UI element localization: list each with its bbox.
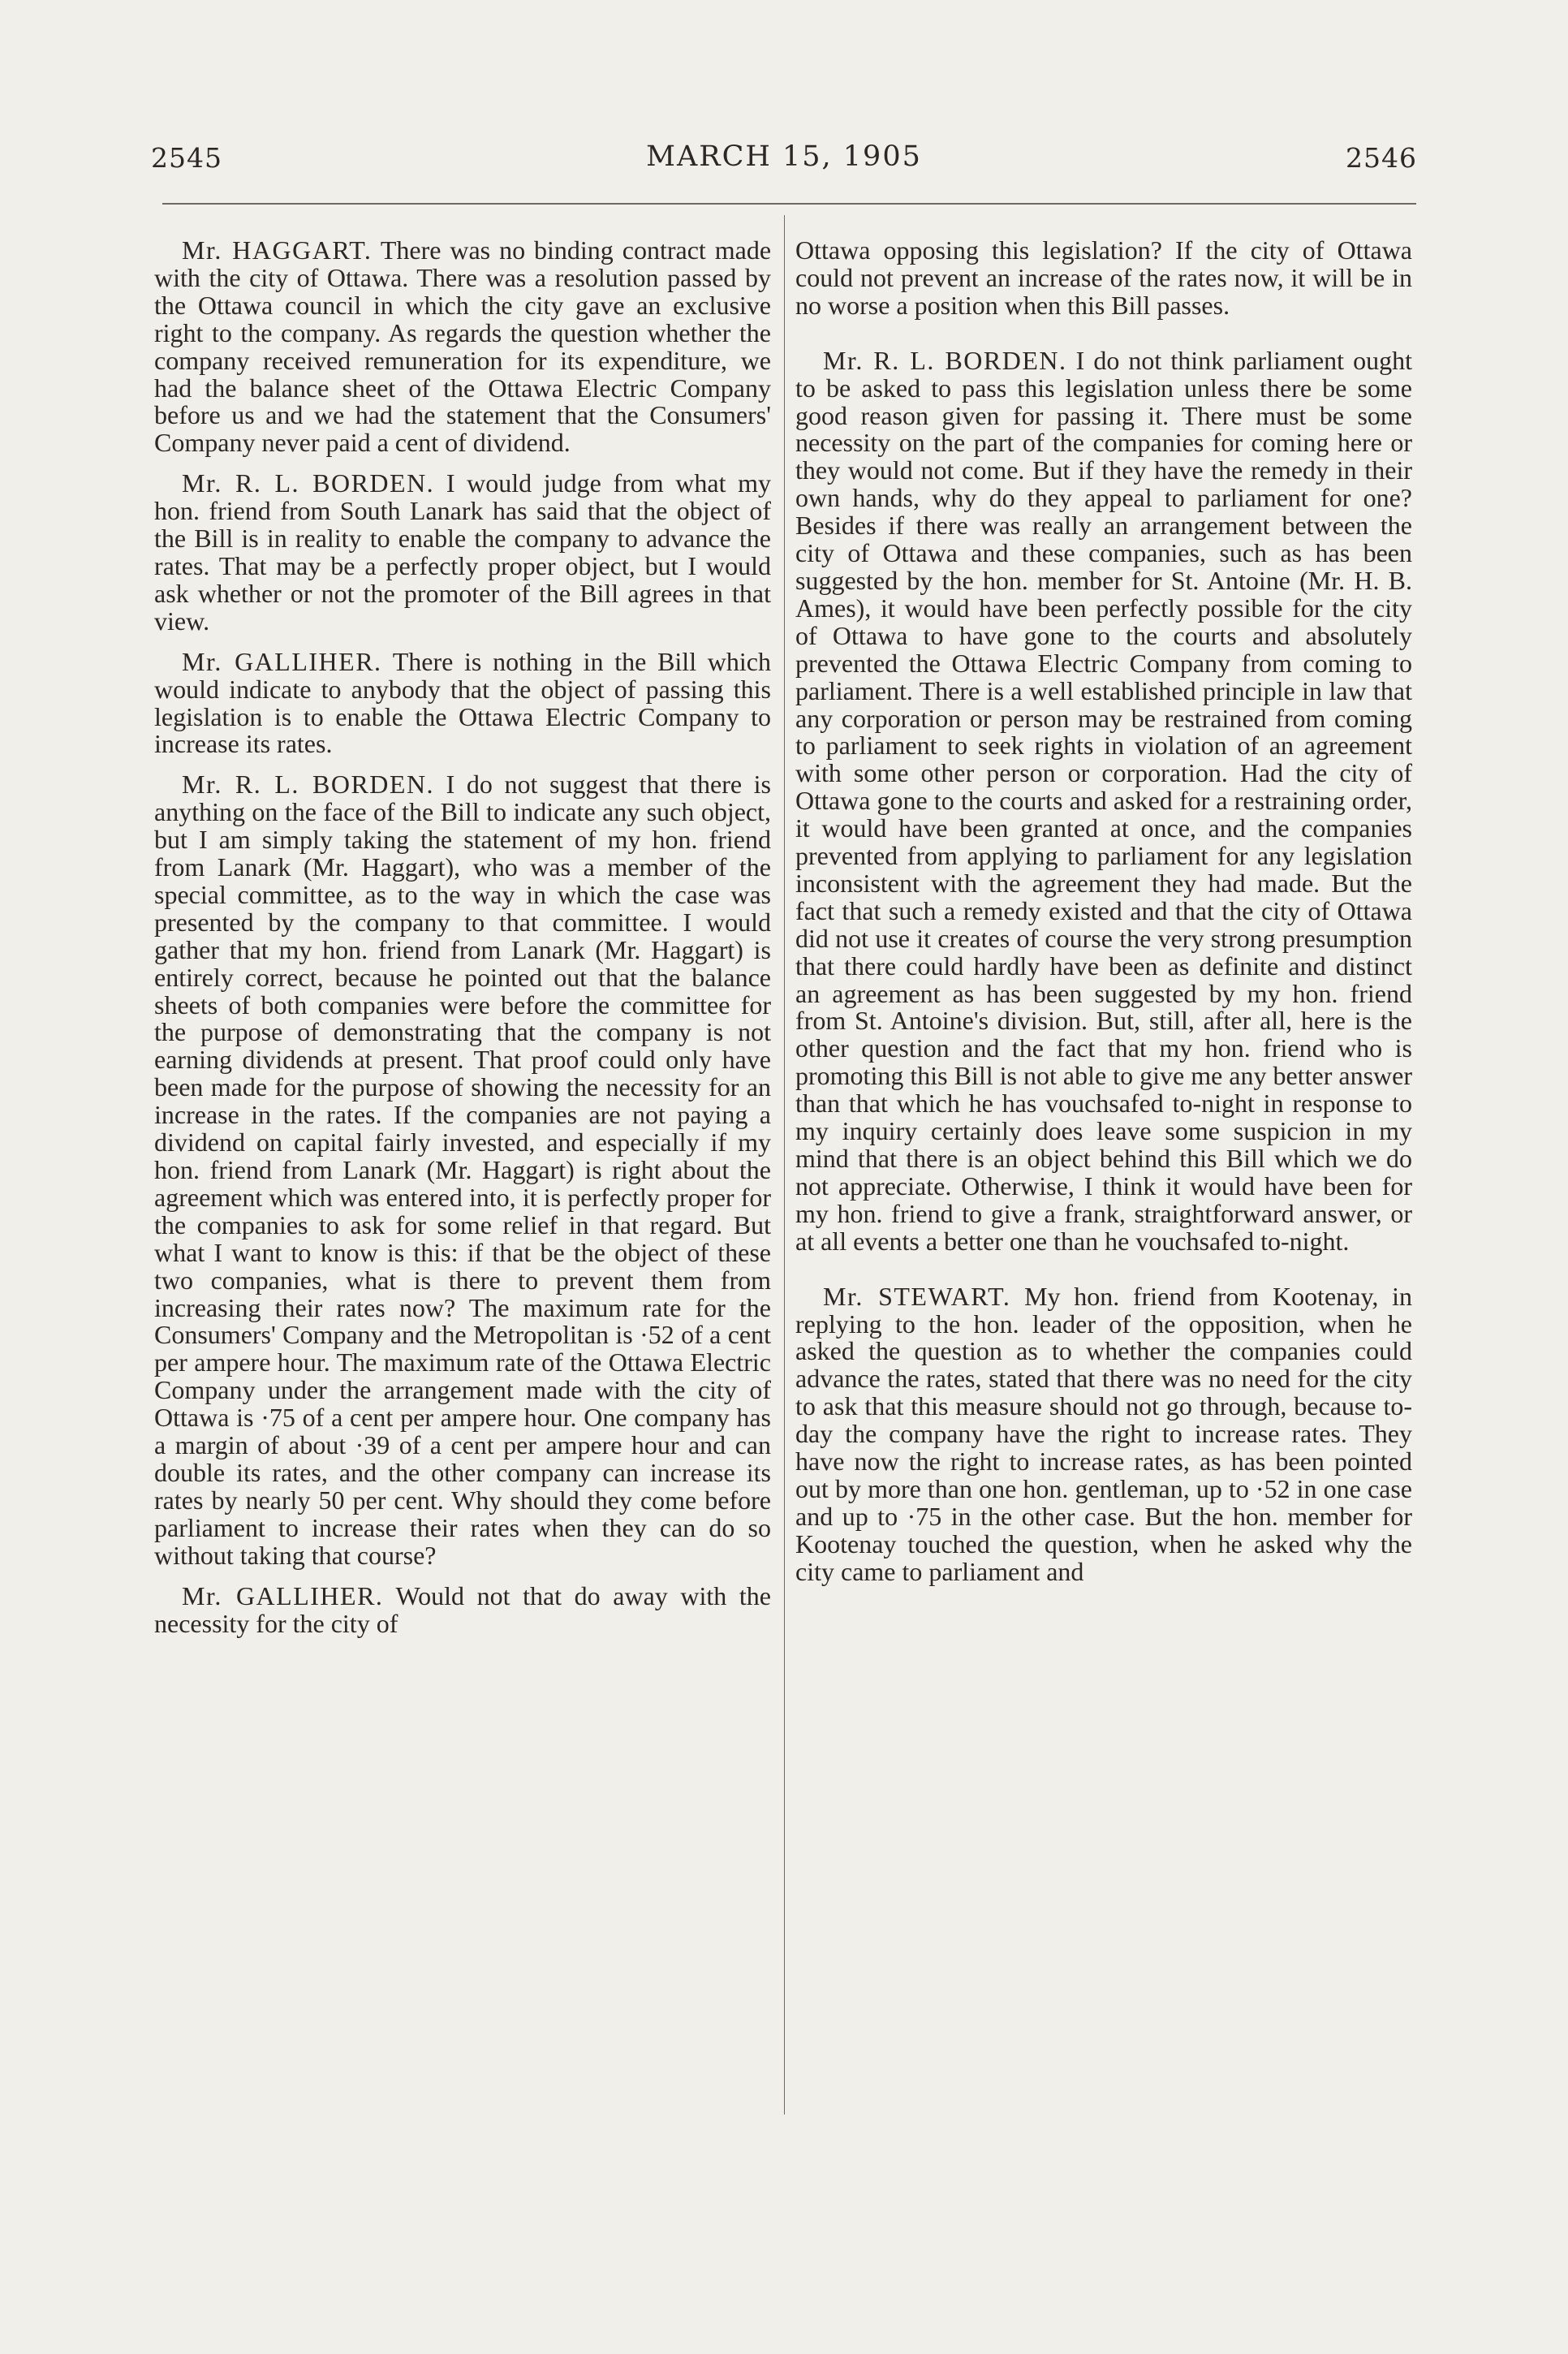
header-rule: [162, 203, 1416, 205]
paragraph-text: Would not that do away with the necessity for the city of: [154, 1580, 771, 1638]
speaker-name: Mr. R. L. BORDEN.: [823, 345, 1067, 375]
paragraph: [795, 237, 1412, 320]
paragraph: [154, 237, 771, 457]
paragraph-text: I do not suggest that there is anything on the face of the Bill to indicate any such object, but I am simply taking the statement of my hon. friend from Lanark (Mr. Haggart), who was a member of the special committee, as to the way in which the case was presented by the company to that committee. I would gather that my hon. friend from Lanark (Mr. Haggart) is entirely correct, because he pointed out that the balance sheets of both companies were before the committee for the purpose of demonstrating that the company is not earning dividends at present. That proof could only have been made for the purpose of showing the necessity for an increase in the rates. If the companies are not paying a dividend on capital fairly invested, and especially if my hon. friend from Lanark (Mr. Haggart) is right about the agreement which was entered into, it is perfectly proper for the companies to ask for some relief in that regard. But what I want to know is this: if that be the object of these two companies, what is there to prevent them from increasing their rates now? The maximum rate for the Consumers' Company and the Metropolitan is ·52 of a cent per ampere hour. The maximum rate of the Ottawa Electric Company under the arrangement made with the city of Ottawa is ·75 of a cent per ampere hour. One company has a margin of about ·39 of a cent per ampere hour and can double its rates, and the other company can increase its rates by nearly 50 per cent. Why should they come before parliament to increase their rates when they can do so without taking that course?: [154, 770, 771, 1570]
speaker-name: Mr. HAGGART.: [182, 237, 373, 265]
paragraph-text: I do not think parliament ought to be asked to pass this legislation unless there be some good reason given for passing it. There must be some necessity on the part of the companies for coming here or they would not come. But if they have the remedy in their own hands, why do they appeal to parliament for one? Besides if there was really an arrangement between the city of Ottawa and these companies, such as has been suggested by the hon. member for St. Antoine (Mr. H. B. Ames), it would have been perfectly possible for the city of Ottawa to have gone to the courts and absolutely prevented the Ottawa Electric Company from coming to parliament. There is a well established principle in law that any corporation or person may be restrained from coming to parliament to seek rights in violation of an agreement with some other person or corporation. Had the city of Ottawa gone to the courts and asked for a restraining order, it would have been granted at once, and the companies prevented from applying to parliament for any legislation inconsistent with the agreement they had made. But the fact that such a remedy existed and that the city of Ottawa did not use it creates of course the very strong presumption that there could hardly have been as definite and distinct an agreement as has been suggested by my hon. friend from St. Antoine's division. But, still, after all, here is the other question and the fact that my hon. friend who is promoting this Bill is not able to give me any better answer than that which he has vouchsafed to-night in response to my inquiry certainly does leave some suspicion in my mind that there is an object behind this Bill which we do not appreciate. Otherwise, I think it would have been for my hon. friend to give a frank, straightforward answer, or at all events a better one than he vouchsafed to-night.: [795, 345, 1412, 1256]
paragraph: [154, 1580, 771, 1638]
paragraph: [795, 1283, 1412, 1586]
speaker-name: Mr. GALLIHER.: [182, 646, 382, 676]
page-header: [0, 134, 1568, 183]
paragraph: [154, 470, 771, 635]
speaker-name: Mr. GALLIHER.: [182, 1580, 384, 1610]
paragraph-text: My hon. friend from Kootenay, in replying to the hon. leader of the opposition, when he asked the question as to whether the companies could advance the rates, stated that there was no need for the city to ask that this measure should not go through, because to-day the company have the right to increase rates. They have now the right to increase rates, as has been pointed out by more than one hon. gentleman, up to ·52 in one case and up to ·75 in the other case. But the hon. member for Kootenay touched the question, when he asked why the city came to parliament and: [795, 1281, 1412, 1586]
page-date: MARCH 15, 1905: [646, 140, 922, 173]
paragraph-text: Ottawa opposing this legislation? If the city of Ottawa could not prevent an increase of the rates now, it will be in no worse a position when this Bill passes.: [795, 237, 1412, 320]
paragraph-text: There was no binding contract made with the city of Ottawa. There was a resolution passed by the Ottawa council in which the city gave an exclusive right to the company. As regards the question whether the company received remuneration for its expenditure, we had the balance sheet of the Ottawa Electric Company before us and we had the statement that the Consumers' Company never paid a cent of dividend.: [154, 237, 771, 458]
speaker-name: Mr. R. L. BORDEN.: [182, 770, 435, 800]
right-column: [795, 237, 1412, 2112]
speaker-name: Mr. R. L. BORDEN.: [182, 468, 435, 498]
paragraph: [154, 646, 771, 759]
column-divider: [784, 215, 785, 2115]
page-number-right: 2546: [1346, 142, 1417, 174]
paragraph: [795, 347, 1412, 1256]
paragraph-text: I would judge from what my hon. friend from South Lanark has said that the object of the Bill is in reality to enable the company to advance the rates. That may be a perfectly proper object, but I would ask whether or not the promoter of the Bill agrees in that view.: [154, 468, 771, 636]
page-number-left: 2545: [151, 142, 222, 174]
left-column: [154, 237, 771, 2112]
speaker-name: Mr. STEWART.: [823, 1281, 1011, 1311]
paragraph-text: There is nothing in the Bill which would indicate to anybody that the object of passing this legislation is to enable the Ottawa Electric Company to increase its rates.: [154, 646, 771, 759]
paragraph: [154, 771, 771, 1569]
